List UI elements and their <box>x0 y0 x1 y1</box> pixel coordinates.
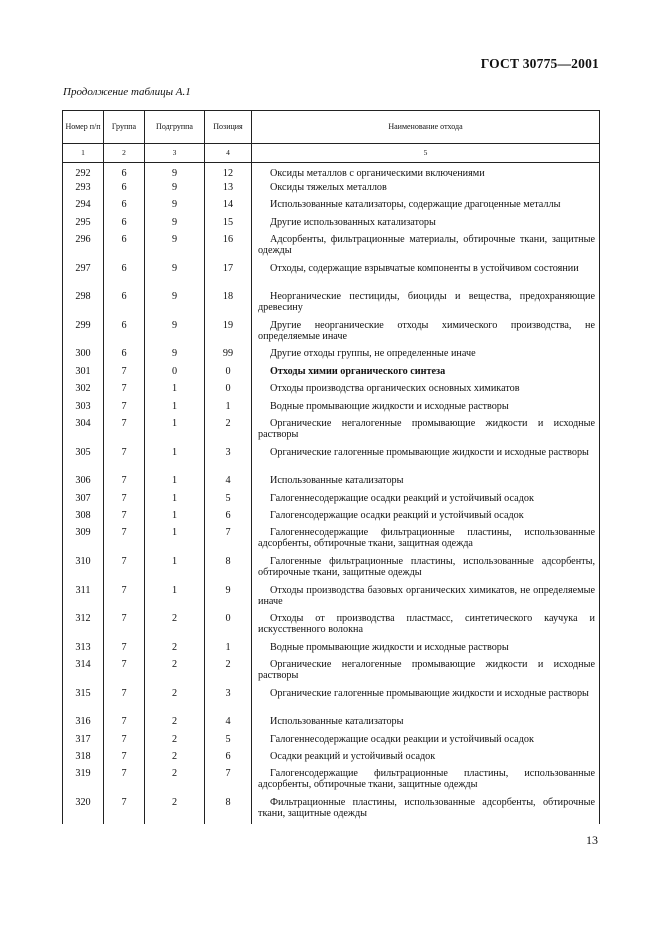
row-group: 7 <box>104 399 145 416</box>
row-position: 19 <box>205 318 252 347</box>
row-subgroup: 2 <box>145 640 205 657</box>
row-subgroup: 9 <box>145 215 205 232</box>
col-number-2: 2 <box>104 144 145 163</box>
row-waste-name <box>252 686 600 715</box>
row-waste-name-text: Оксиды тяжелых металлов <box>270 181 387 193</box>
row-group: 7 <box>104 445 145 474</box>
row-waste-name <box>252 657 600 686</box>
row-position: 6 <box>205 749 252 766</box>
row-number: 312 <box>63 611 104 640</box>
row-group: 7 <box>104 416 145 445</box>
row-waste-name-text: Органические галогенные промывающие жидкости и исходные растворы <box>270 446 589 458</box>
row-position: 3 <box>205 445 252 474</box>
row-waste-name <box>252 416 600 445</box>
row-waste-name-text: Неорганические пестициды, биоциды и вещества, предохраняющие древесину <box>258 291 595 314</box>
table-row <box>63 473 600 490</box>
row-position: 12 <box>205 163 252 180</box>
table-row <box>63 732 600 749</box>
col-header-subgroup: Подгруппа <box>145 111 205 144</box>
row-number: 304 <box>63 416 104 445</box>
row-group: 7 <box>104 749 145 766</box>
row-waste-name <box>252 197 600 214</box>
row-group: 6 <box>104 289 145 318</box>
row-number: 297 <box>63 261 104 290</box>
row-waste-name <box>252 732 600 749</box>
row-waste-name <box>252 232 600 261</box>
row-subgroup: 2 <box>145 714 205 731</box>
row-subgroup: 9 <box>145 318 205 347</box>
row-position: 17 <box>205 261 252 290</box>
row-subgroup: 9 <box>145 232 205 261</box>
row-waste-name-text: Отходы, содержащие взрывчатые компоненты в устойчивом состоянии <box>270 262 579 274</box>
table-row <box>63 232 600 261</box>
row-number: 306 <box>63 473 104 490</box>
table-row <box>63 180 600 197</box>
row-waste-name-text: Отходы химии органического синтеза <box>270 365 446 377</box>
row-group: 6 <box>104 197 145 214</box>
row-waste-name-text: Отходы производства органических основных химикатов <box>270 383 520 395</box>
row-position: 1 <box>205 399 252 416</box>
row-waste-name-text: Органические негалогенные промывающие жидкости и исходные растворы <box>258 418 595 440</box>
row-position: 3 <box>205 686 252 715</box>
row-waste-name <box>252 795 600 824</box>
table-row <box>63 416 600 445</box>
row-waste-name <box>252 215 600 232</box>
row-number: 314 <box>63 657 104 686</box>
row-waste-name <box>252 364 600 381</box>
row-waste-name <box>252 289 600 318</box>
row-group: 7 <box>104 491 145 508</box>
row-waste-name-text: Использованные катализаторы <box>270 475 404 487</box>
row-position: 5 <box>205 732 252 749</box>
row-waste-name <box>252 445 600 474</box>
row-position: 6 <box>205 508 252 525</box>
row-waste-name <box>252 381 600 398</box>
table-continuation-label: Продолжение таблицы А.1 <box>63 86 191 98</box>
row-waste-name-text: Галогенсодержащие фильтрационные пластины, использованные адсорбенты, обтирочные ткани, защитные одежды <box>258 768 595 791</box>
row-number: 301 <box>63 364 104 381</box>
row-group: 7 <box>104 795 145 824</box>
table-row <box>63 346 600 363</box>
col-number-1: 1 <box>63 144 104 163</box>
row-subgroup: 9 <box>145 197 205 214</box>
row-position: 8 <box>205 554 252 583</box>
row-waste-name-text: Другие использованных катализаторы <box>270 216 436 228</box>
row-position: 15 <box>205 215 252 232</box>
row-number: 296 <box>63 232 104 261</box>
row-waste-name-text: Галогеннесодержащие осадки реакций и устойчивый осадок <box>270 492 534 504</box>
row-subgroup: 9 <box>145 289 205 318</box>
row-number: 294 <box>63 197 104 214</box>
row-number: 300 <box>63 346 104 363</box>
row-group: 7 <box>104 766 145 795</box>
row-subgroup: 2 <box>145 749 205 766</box>
row-waste-name <box>252 583 600 612</box>
table-row <box>63 399 600 416</box>
row-group: 6 <box>104 215 145 232</box>
row-group: 6 <box>104 318 145 347</box>
row-number: 295 <box>63 215 104 232</box>
row-subgroup: 2 <box>145 732 205 749</box>
row-waste-name-text: Водные промывающие жидкости и исходные растворы <box>270 400 509 412</box>
row-waste-name <box>252 180 600 197</box>
row-subgroup: 1 <box>145 473 205 490</box>
row-group: 7 <box>104 525 145 554</box>
row-subgroup: 1 <box>145 445 205 474</box>
row-waste-name <box>252 640 600 657</box>
row-position: 2 <box>205 657 252 686</box>
row-waste-name-text: Галогенные фильтрационные пластины, использованные адсорбенты, обтирочные ткани, защитные одежды <box>258 555 595 578</box>
row-waste-name-text: Отходы от производства пластмасс, синтетического каучука и искусственного волокна <box>258 613 595 636</box>
table-row <box>63 795 600 824</box>
row-waste-name-text: Водные промывающие жидкости и исходные растворы <box>270 641 509 653</box>
row-number: 315 <box>63 686 104 715</box>
row-subgroup: 1 <box>145 399 205 416</box>
row-waste-name-text: Использованные катализаторы <box>270 716 404 728</box>
row-waste-name <box>252 508 600 525</box>
row-group: 7 <box>104 583 145 612</box>
row-position: 0 <box>205 364 252 381</box>
row-group: 7 <box>104 364 145 381</box>
row-group: 7 <box>104 657 145 686</box>
row-subgroup: 1 <box>145 508 205 525</box>
row-group: 7 <box>104 714 145 731</box>
row-position: 7 <box>205 525 252 554</box>
row-waste-name-text: Фильтрационные пластины, использованные адсорбенты, обтирочные ткани, защитные одежды <box>258 797 595 820</box>
row-number: 320 <box>63 795 104 824</box>
table-row <box>63 197 600 214</box>
table-row <box>63 714 600 731</box>
row-number: 305 <box>63 445 104 474</box>
row-waste-name-text: Галогенсодержащие осадки реакций и устойчивый осадок <box>270 509 524 521</box>
row-subgroup: 2 <box>145 611 205 640</box>
row-waste-name <box>252 473 600 490</box>
row-waste-name-text: Отходы производства базовых органических химикатов, не определяемые иначе <box>258 584 595 607</box>
row-position: 1 <box>205 640 252 657</box>
row-waste-name <box>252 163 600 180</box>
row-waste-name <box>252 318 600 347</box>
table-row <box>63 657 600 686</box>
row-waste-name-text: Другие отходы группы, не определенные иначе <box>270 348 476 360</box>
row-waste-name <box>252 554 600 583</box>
row-waste-name-text: Оксиды металлов с органическими включениями <box>270 168 485 179</box>
row-subgroup: 0 <box>145 364 205 381</box>
row-subgroup: 2 <box>145 795 205 824</box>
row-group: 7 <box>104 381 145 398</box>
row-position: 4 <box>205 714 252 731</box>
row-waste-name <box>252 611 600 640</box>
row-waste-name-text: Другие неорганические отходы химического производства, не определяемые иначе <box>258 319 595 342</box>
row-position: 14 <box>205 197 252 214</box>
table-row <box>63 261 600 290</box>
row-group: 6 <box>104 346 145 363</box>
row-number: 302 <box>63 381 104 398</box>
col-header-number: Номер п/п <box>63 111 104 144</box>
table-row <box>63 318 600 347</box>
table-row <box>63 640 600 657</box>
row-subgroup: 1 <box>145 381 205 398</box>
row-position: 99 <box>205 346 252 363</box>
row-number: 298 <box>63 289 104 318</box>
table-row <box>63 583 600 612</box>
row-number: 313 <box>63 640 104 657</box>
row-number: 303 <box>63 399 104 416</box>
row-waste-name <box>252 491 600 508</box>
row-subgroup: 9 <box>145 163 205 180</box>
table-row <box>63 491 600 508</box>
row-waste-name-text: Органические негалогенные промывающие жидкости и исходные растворы <box>258 659 595 682</box>
row-group: 7 <box>104 640 145 657</box>
col-number-4: 4 <box>205 144 252 163</box>
row-number: 317 <box>63 732 104 749</box>
table-row <box>63 215 600 232</box>
col-number-3: 3 <box>145 144 205 163</box>
row-subgroup: 2 <box>145 766 205 795</box>
row-number: 292 <box>63 163 104 180</box>
row-number: 311 <box>63 583 104 612</box>
row-subgroup: 1 <box>145 554 205 583</box>
row-number: 307 <box>63 491 104 508</box>
document-header: ГОСТ 30775—2001 <box>480 56 599 71</box>
row-waste-name-text: Осадки реакций и устойчивый осадок <box>270 751 436 763</box>
col-header-waste-name: Наименование отхода <box>252 111 600 144</box>
table-row <box>63 364 600 381</box>
row-waste-name <box>252 261 600 290</box>
row-waste-name <box>252 346 600 363</box>
row-subgroup: 2 <box>145 686 205 715</box>
row-number: 308 <box>63 508 104 525</box>
table-row <box>63 525 600 554</box>
row-position: 5 <box>205 491 252 508</box>
row-waste-name <box>252 766 600 795</box>
row-group: 6 <box>104 180 145 197</box>
row-position: 0 <box>205 611 252 640</box>
table-row <box>63 289 600 318</box>
row-group: 6 <box>104 232 145 261</box>
row-position: 4 <box>205 473 252 490</box>
row-position: 7 <box>205 766 252 795</box>
row-number: 316 <box>63 714 104 731</box>
row-waste-name <box>252 714 600 731</box>
col-header-group: Группа <box>104 111 145 144</box>
table-row <box>63 749 600 766</box>
table-row <box>63 766 600 795</box>
row-group: 7 <box>104 508 145 525</box>
table-body <box>63 163 600 824</box>
row-position: 13 <box>205 180 252 197</box>
row-subgroup: 9 <box>145 261 205 290</box>
row-subgroup: 9 <box>145 346 205 363</box>
col-number-5: 5 <box>252 144 600 163</box>
row-waste-name-text: Галогеннесодержащие осадки реакции и устойчивый осадок <box>270 733 534 745</box>
table-row <box>63 445 600 474</box>
row-position: 2 <box>205 416 252 445</box>
waste-table <box>62 110 599 824</box>
row-position: 18 <box>205 289 252 318</box>
row-number: 318 <box>63 749 104 766</box>
row-subgroup: 9 <box>145 180 205 197</box>
row-number: 299 <box>63 318 104 347</box>
row-subgroup: 1 <box>145 491 205 508</box>
table-row <box>63 554 600 583</box>
row-group: 7 <box>104 611 145 640</box>
row-number: 309 <box>63 525 104 554</box>
row-position: 9 <box>205 583 252 612</box>
row-waste-name-text: Адсорбенты, фильтрационные материалы, обтирочные ткани, защитные одежды <box>258 234 595 257</box>
row-waste-name <box>252 399 600 416</box>
row-group: 7 <box>104 473 145 490</box>
row-waste-name-text: Органические галогенные промывающие жидкости и исходные растворы <box>270 687 589 699</box>
table-row <box>63 163 600 180</box>
row-position: 8 <box>205 795 252 824</box>
table-row <box>63 611 600 640</box>
row-waste-name <box>252 525 600 554</box>
row-position: 0 <box>205 381 252 398</box>
row-subgroup: 1 <box>145 583 205 612</box>
row-group: 7 <box>104 686 145 715</box>
col-header-position: Позиция <box>205 111 252 144</box>
row-number: 293 <box>63 180 104 197</box>
row-position: 16 <box>205 232 252 261</box>
table-row <box>63 686 600 715</box>
table-row <box>63 508 600 525</box>
row-waste-name-text: Галогеннесодержащие фильтрационные пластины, использованные адсорбенты, обтирочные ткани, защитная одежда <box>258 527 595 550</box>
row-subgroup: 1 <box>145 525 205 554</box>
row-number: 310 <box>63 554 104 583</box>
row-group: 7 <box>104 554 145 583</box>
row-subgroup: 1 <box>145 416 205 445</box>
row-number: 319 <box>63 766 104 795</box>
row-group: 6 <box>104 261 145 290</box>
row-group: 7 <box>104 732 145 749</box>
row-waste-name <box>252 749 600 766</box>
row-group: 6 <box>104 163 145 180</box>
page-number: 13 <box>586 833 598 847</box>
row-waste-name-text: Использованные катализаторы, содержащие драгоценные металлы <box>270 199 561 211</box>
table-row <box>63 381 600 398</box>
row-subgroup: 2 <box>145 657 205 686</box>
